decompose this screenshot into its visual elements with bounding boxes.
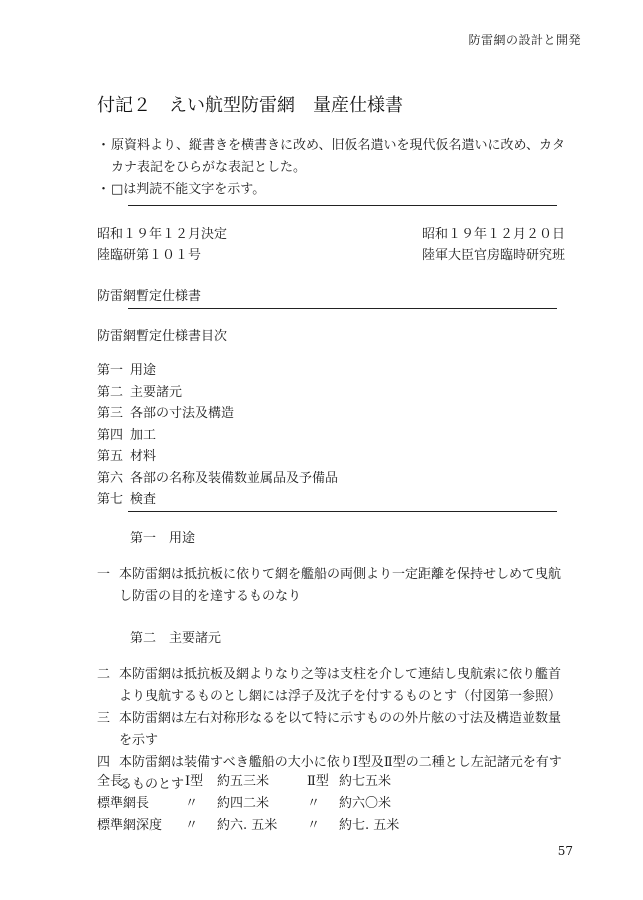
section-heading-specifications: 第二 主要諸元 — [130, 631, 222, 646]
article-block — [97, 564, 569, 608]
toc-number: 第二 — [97, 384, 124, 400]
toc-number: 第四 — [97, 427, 124, 443]
toc-number: 第六 — [97, 470, 124, 486]
article — [97, 708, 569, 752]
toc-item — [97, 382, 338, 404]
article — [97, 752, 569, 796]
table-of-contents — [97, 360, 338, 511]
toc-label: 検査 — [130, 492, 157, 507]
toc-item — [97, 489, 338, 511]
toc-item — [97, 468, 338, 490]
toc-title: 防雷網暫定仕様書目次 — [97, 329, 228, 344]
spec-type: 〃 — [185, 818, 199, 833]
article — [97, 564, 569, 608]
article-text: 本防雷網は抵抗板に依りて網を艦船の両側より一定距離を保持せしめて曳航し防雷の目的を達するものなり — [119, 567, 562, 604]
article-text: 本防雷網は抵抗板及網よりなり之等は支柱を介して連結し曳航索に依り艦首より曳航するものとし網には浮子及沈子を付するものとす（付図第一参照） — [119, 667, 562, 704]
issue-date: 昭和１９年１２月２０日 — [421, 227, 565, 242]
toc-item — [97, 360, 338, 382]
decision-date: 昭和１９年１２月決定 — [97, 227, 228, 242]
spec-type: Ⅰ型 — [185, 774, 204, 789]
toc-number: 第一 — [97, 363, 124, 378]
note-bullet: ・ — [97, 138, 111, 153]
running-head: 防雷網の設計と開発 — [468, 33, 581, 47]
toc-number: 第七 — [97, 492, 124, 507]
divider — [128, 308, 557, 309]
article — [97, 664, 569, 708]
toc-label: 各部の名称及装備数並属品及予備品 — [130, 470, 339, 486]
spec-type: Ⅱ型 — [307, 774, 329, 789]
spec-value: 約四二米 — [217, 796, 270, 811]
note-item — [97, 135, 567, 179]
toc-label: 加工 — [130, 427, 157, 443]
page-number: 57 — [557, 844, 573, 858]
note-text: □は判読不能文字を示す。 — [111, 182, 266, 197]
issuing-organization: 陸軍大臣官房臨時研究班 — [421, 248, 565, 263]
document-number: 陸臨研第１０１号 — [97, 248, 202, 263]
note-bullet: ・ — [97, 182, 111, 197]
divider — [128, 205, 557, 206]
spec-label: 標準網深度 — [97, 818, 163, 833]
note-item — [97, 179, 567, 201]
article-number: 二 — [97, 667, 111, 682]
spec-label: 全長 — [97, 774, 124, 789]
spec-type: 〃 — [307, 818, 321, 833]
divider — [128, 511, 557, 512]
spec-type: 〃 — [185, 796, 199, 811]
spec-value: 約六〇米 — [339, 796, 392, 811]
spec-type: 〃 — [307, 796, 321, 811]
editorial-notes — [97, 135, 567, 201]
appendix-title: 付記２ えい航型防雷網 量産仕様書 — [97, 95, 403, 116]
toc-item — [97, 403, 338, 425]
section-heading-purpose: 第一 用途 — [130, 531, 196, 546]
toc-number: 第三 — [97, 406, 124, 421]
article-text: 本防雷網は左右対称形なるを以て特に示すものの外片舷の寸法及構造並数量を示す — [119, 711, 562, 748]
spec-value: 約七. 五米 — [339, 818, 400, 833]
article-number: 一 — [97, 567, 111, 582]
spec-label: 標準網長 — [97, 796, 150, 811]
toc-label: 用途 — [130, 363, 157, 378]
toc-label: 主要諸元 — [130, 384, 183, 400]
toc-item — [97, 446, 338, 468]
article-text: 本防雷網は装備すべき艦船の大小に依りⅠ型及Ⅱ型の二種とし左記諸元を有するものとす — [119, 755, 562, 792]
spec-value: 約六. 五米 — [217, 818, 278, 833]
article-block — [97, 664, 569, 796]
toc-item — [97, 425, 338, 447]
note-text: 原資料より、縦書きを横書きに改め、旧仮名遣いを現代仮名遣いに改め、カタカナ表記をひらがな表記とした。 — [111, 138, 565, 175]
toc-number: 第五 — [97, 449, 124, 464]
article-number: 四 — [97, 755, 111, 770]
spec-value: 約五三米 — [217, 774, 270, 789]
spec-value: 約七五米 — [339, 774, 392, 789]
toc-label: 各部の寸法及構造 — [130, 406, 235, 421]
toc-label: 材料 — [130, 449, 157, 464]
article-number: 三 — [97, 711, 111, 726]
document-title: 防雷網暫定仕様書 — [97, 289, 202, 304]
